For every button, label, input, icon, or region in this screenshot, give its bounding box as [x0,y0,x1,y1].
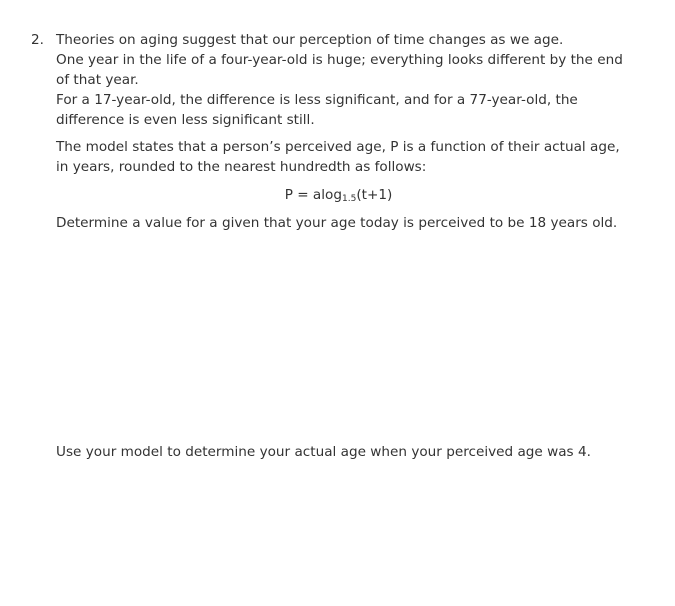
part-a-prompt: Determine a value for a given that your age today is perceived to be 18 years old. [56,215,618,231]
intro-line-2: One year in the life of a four-year-old is huge; everything looks different by the end of that year. [56,52,623,88]
intro-line-3: For a 17-year-old, the difference is less significant, and for a 77-year-old, the difference is even less significant still. [56,92,578,128]
formula-argument: (t+1) [356,187,393,203]
intro-line-1: Theories on aging suggest that our perception of time changes as we age. [56,32,564,48]
formula-lhs: P = alog [284,187,342,203]
formula-base: 1.5 [341,194,357,204]
formula [56,185,631,205]
model-statement: The model states that a person’s perceived age, P is a function of their actual age, in years, rounded to the nearest hundredth as follows: [56,139,620,175]
question-body [56,30,631,233]
part-b-prompt: Use your model to determine your actual age when your perceived age was 4. [56,444,591,460]
question-number: 2. [31,32,44,48]
